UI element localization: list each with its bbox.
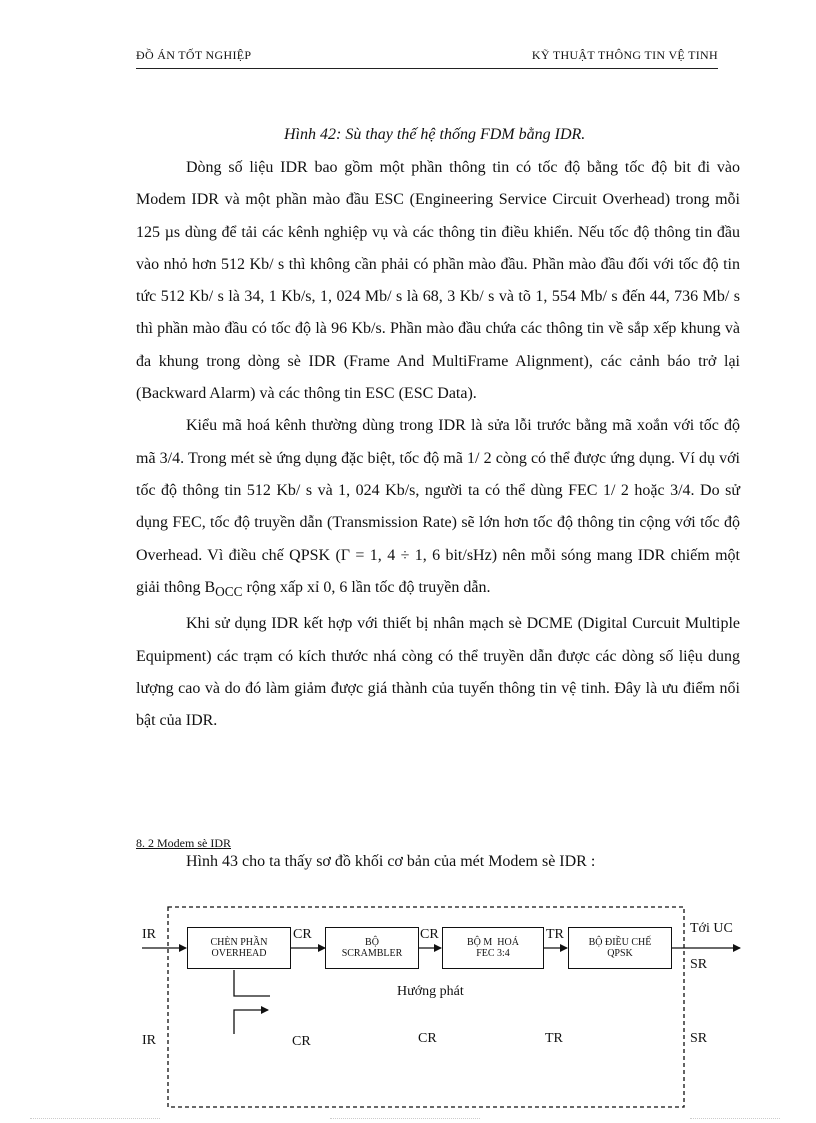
label-cr-bottom2: CR — [418, 1031, 437, 1046]
footer-rule-left — [30, 1118, 160, 1119]
qpsk-modulator-block — [568, 927, 672, 969]
hook-upper — [234, 970, 270, 996]
block-label: CHÈN PHẦN — [210, 937, 268, 948]
block-label: SCRAMBLER — [341, 948, 403, 959]
label-cr2: CR — [420, 927, 439, 942]
block-label: BỘ ĐIỀU CHẾ — [588, 937, 652, 948]
footer-rule-center — [330, 1118, 480, 1119]
label-ir-top: IR — [142, 927, 156, 942]
paragraph: Khi sử dụng IDR kết hợp với thiết bị nhân mạch sè DCME (Digital Curcuit Multiple Equipment) các trạm có kích thước nhá còng có thể truyền dẫn được các dòng số liệu dung lượng cao và do đó làm giảm được giá thành của tuyến thông tin vệ tinh. Đây là ưu điểm nổi bật của IDR. — [136, 615, 740, 730]
label-direction: Hướng phát — [397, 984, 464, 999]
paragraph-text: Kiểu mã hoá kênh thường dùng trong IDR là sửa lỗi trước bằng mã xoắn với tốc độ mã 3/4. Trong mét sè ứng dụng đặc biệt, tốc độ mã 1/ 2 còng có thể được ứng dụng. Ví dụ với tốc độ thông tin 512 Kb/ s và 1, 024 Kb/s, người ta có thể dùng FEC 1/ 2 hoặc 3/4. Do sử dụng FEC, tốc độ truyền dẫn (Transmission Rate) sẽ lớn hơn tốc độ thông tin cộng với tốc độ Overhead. Vì điều chế QPSK (Γ = 1, 4 ÷ 1, 6 bit/sHz) nên mỗi sóng mang IDR chiếm một giải thông B — [136, 417, 740, 596]
section-heading: 8. 2 Modem sè IDR — [136, 836, 231, 850]
label-to-uc: Tới UC — [690, 921, 733, 936]
body-text — [136, 152, 740, 738]
paragraph — [136, 410, 740, 608]
label-cr-bottom1: CR — [292, 1034, 311, 1049]
block-label: BỘ M HOÁ — [467, 937, 519, 948]
block-label: QPSK — [607, 948, 633, 959]
label-sr-bottom: SR — [690, 1031, 708, 1046]
fec-encoder-block — [442, 927, 544, 969]
block-label: BỘ — [365, 937, 379, 948]
header-right: KỸ THUẬT THÔNG TIN VỆ TINH — [531, 48, 718, 62]
paragraph-text: rộng xấp xỉ 0, 6 lần tốc độ truyền dẫn. — [242, 578, 491, 596]
paragraph: Dòng số liệu IDR bao gồm một phần thông tin có tốc độ bằng tốc độ bit đi vào Modem IDR và một phần mào đầu ESC (Engineering Service Circuit Overhead) trong mỗi 125 µs dùng để tải các kênh nghiệp vụ và các thông tin điều khiển. Nếu tốc độ thông tin đầu vào nhỏ hơn 512 Kb/ s thì không cần phải có phần mào đầu. Phần mào đầu đối với tốc độ tin tức 512 Kb/ s là 34, 1 Kb/s, 1, 024 Mb/ s là 68, 3 Kb/ s và tõ 1, 554 Mb/ s đến 44, 736 Mb/ s thì phần mào đầu có tốc độ là 96 Kb/s. Phần mào đầu chứa các thông tin về sắp xếp khung và đa khung trong dòng sè IDR (Frame And MultiFrame Alignment), các cảnh báo trở lại (Backward Alarm) và các thông tin ESC (ESC Data). — [136, 159, 740, 403]
overhead-insert-block — [187, 927, 291, 969]
block-label: OVERHEAD — [211, 948, 267, 959]
subscript-occ: OCC — [215, 584, 243, 600]
scrambler-block — [325, 927, 419, 969]
hook-lower — [234, 1010, 268, 1034]
figure-caption: Hình 42: Sù thay thế hệ thống FDM bằng IDR. — [284, 126, 586, 143]
intro-text: Hình 43 cho ta thấy sơ đồ khối cơ bản của mét Modem sè IDR : — [186, 853, 596, 870]
header-divider — [136, 68, 718, 69]
label-ir-bottom: IR — [142, 1033, 156, 1048]
block-label: FEC 3:4 — [476, 948, 510, 959]
footer-rule-right — [690, 1118, 780, 1119]
label-cr1: CR — [293, 927, 312, 942]
label-tr: TR — [546, 927, 564, 942]
header-left: ĐỒ ÁN TỐT NGHIỆP — [136, 48, 252, 62]
label-sr-top: SR — [690, 957, 708, 972]
label-tr-bottom: TR — [545, 1031, 563, 1046]
